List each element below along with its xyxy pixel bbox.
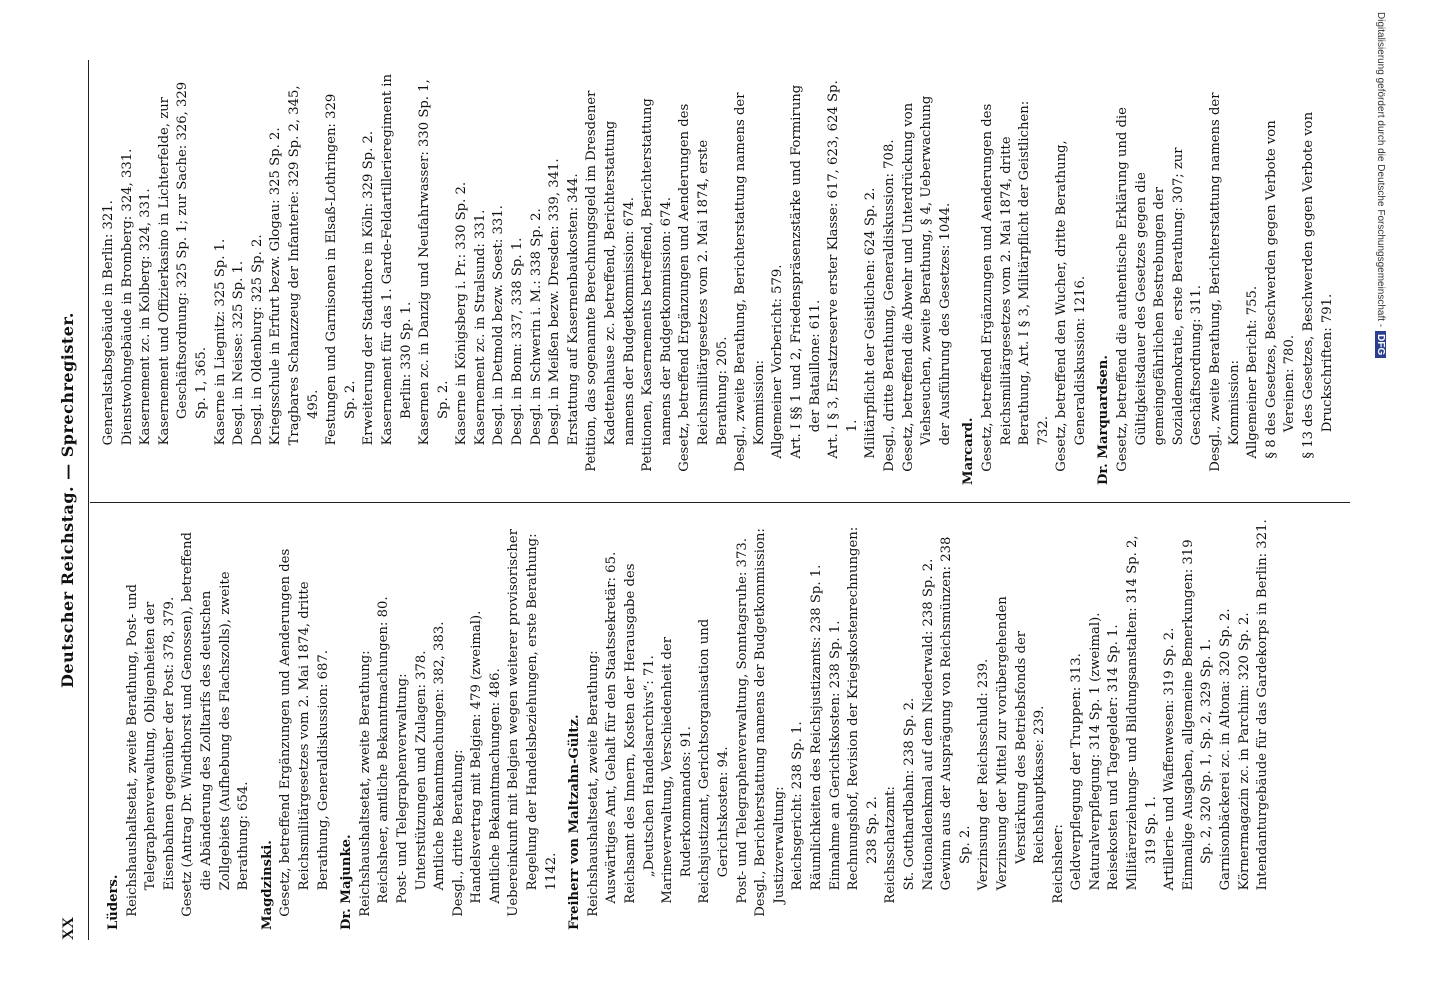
index-entry: Reichsjustizamt, Gerichtsorganisation und Gerichtskosten: 94. xyxy=(697,618,731,904)
index-entry: Kasernement für das 1. Garde-Feldartillerieregiment in Berlin: 330 Sp. 1. xyxy=(379,73,414,446)
index-entry: Desgl., Berichterstattung namens der Budgetkommission: xyxy=(753,528,769,917)
speaker-name: Marcard. xyxy=(961,417,977,485)
index-entry: Reichshaushaltsetat, zweite Berathung, Post- und Telegraphenverwaltung, Obligenheiten der Eisenbahnen gegenüber der Post: 378, 379. xyxy=(124,584,177,917)
index-entry: Generalstabsgebäude in Berlin: 321. xyxy=(101,200,116,446)
index-entry: Kasernement und Offizierkasino in Lichterfelde, zur Geschäftsordnung: 325 Sp. 1; zur Sache: 326, 329 Sp. 1, 365. xyxy=(156,81,209,446)
page-header xyxy=(58,60,88,940)
index-entry: Kaserne in Königsberg i. Pr.: 330 Sp. 2. xyxy=(454,181,470,446)
index-entry: Uebereinkunft mit Belgien wegen weiterer provisorischer Regelung der Handelsbeziehungen, erste Berathung: 1142. xyxy=(506,529,559,917)
header-rule xyxy=(88,60,89,940)
index-entry: Desgl. in Detmold bezw. Soest: 331. xyxy=(491,205,507,446)
index-entry: Kasernen zc. in Danzig und Neufahrwasser: 330 Sp. 1, Sp. 2. xyxy=(417,79,451,446)
index-entry: Post- und Telegraphenverwaltung: xyxy=(394,673,410,904)
column-divider xyxy=(90,502,1350,503)
index-entry: Reichsschatzamt: xyxy=(883,786,899,904)
index-entry: Reichsgericht: 238 Sp. 1. xyxy=(790,721,806,891)
running-title: Deutscher Reichstag. — Sprechregister. xyxy=(58,312,77,688)
index-entry: Auswärtiges Amt, Gehalt für den Staatssekretär: 65. xyxy=(604,551,620,904)
dfg-footnote xyxy=(1356,12,1386,612)
index-entry: Kriegsschule in Erfurt bezw. Glogau: 325 Sp. 2. xyxy=(268,127,284,446)
index-entry: Verzinsung der Mittel zur vorübergehenden Verstärkung des Betriebsfonds der Reichshauptkasse: 239. xyxy=(994,596,1048,891)
index-entry: Desgl. in Schwerin i. M.: 338 Sp. 2. xyxy=(528,208,544,446)
index-entry: Verzinsung der Reichsschuld: 239. xyxy=(976,658,992,891)
index-entry: Einmalige Ausgaben, allgemeine Bemerkungen: 319 Sp. 2, 320 Sp. 1, Sp. 2, 329 Sp. 1. xyxy=(1180,539,1215,891)
index-entry: Desgl., zweite Berathung, Berichterstattung namens der Kommission: xyxy=(1208,92,1242,472)
dfg-text: Digitalisierung gefördert durch die Deutsche Forschungsgemeinschaft - xyxy=(1375,12,1386,328)
index-entry: Dienstwohngebäude in Bromberg: 324, 331. xyxy=(119,148,135,446)
index-entry: Erweiterung der Stadtthore in Köln: 329 Sp. 2. xyxy=(361,130,377,446)
index-entry: Tragbares Schanzzeug der Infanterie: 329 Sp. 2, 345, 495. xyxy=(286,85,321,446)
speaker-name: Magdzinski. xyxy=(259,840,275,930)
index-entry: Festungen und Garnisonen in Elsaß-Lothringen: 329 Sp. 2. xyxy=(324,93,358,446)
speaker-name: Dr. Majunke. xyxy=(339,834,355,930)
index-entry: St. Gotthardbahn: 238 Sp. 2. xyxy=(901,697,917,891)
index-entry: Gewinn aus der Ausprägung von Reichsmünzen: 238 Sp. 2. xyxy=(939,536,973,891)
index-entry: Amtliche Bekanntmachungen: 486. xyxy=(487,668,503,904)
index-entry: Rechnungshof, Revision der Kriegskostenrechnungen: 238 Sp. 2. xyxy=(846,526,880,891)
index-entry: Einnahme an Gerichtskosten: 238 Sp. 1. xyxy=(827,620,843,891)
index-entry: Kasernement zc. in Stralsund: 331. xyxy=(472,209,488,446)
index-entry: Gesetz, betreffend die authentische Erklärung und die Gültigkeitsdauer des Gesetzes gegen die gemeingefährlichen Bestrebungen der Sozialdemokratie, erste Berathung: 307; zur Geschäftsordnung: 311. xyxy=(1115,107,1205,472)
index-entry: Gesetz (Antrag Dr. Windthorst und Genossen), betreffend die Abänderung des Zolltarifs des deutschen Zollgebiets (Aufhebung des Flachszolls), zweite Berathung: 654. xyxy=(180,532,252,917)
index-entry: Desgl., dritte Berathung: xyxy=(450,749,466,917)
index-entry: Marineverwaltung, Verschiedenheit der Ruderkommandos: 91. xyxy=(660,636,694,904)
index-entry: Allgemeiner Vorbericht: 579. xyxy=(770,264,786,459)
index-entry: Räumlichkeiten des Reichsjustizamts: 238 Sp. 1. xyxy=(808,564,824,891)
index-entry: Amtliche Bekanntmachungen: 382, 383. xyxy=(432,621,448,891)
index-entry: Reisekosten und Tagegelder: 314 Sp. 1. xyxy=(1106,624,1122,891)
index-entry: Reichsheer: xyxy=(1050,824,1066,904)
index-entry: § 8 des Gesetzes, Beschwerden gegen Verbote von Vereinen: 780. xyxy=(1263,120,1298,459)
index-entry: Intendanturgebäude für das Gardekorps in Berlin: 321. xyxy=(1255,519,1271,891)
index-entry: Art. I §§ 1 und 2, Friedenspräsenzstärke und Formirung der Bataillone: 611. xyxy=(788,84,823,459)
index-entry: Reichsamt des Innern, Kosten der Herausgabe des „Deutschen Handelsarchivs“: 71. xyxy=(623,563,657,904)
index-entry: Unterstützungen und Zulagen: 378. xyxy=(413,650,429,891)
index-entry: § 13 des Gesetzes, Beschwerden gegen Verbote von Druckschriften: 791. xyxy=(1301,111,1335,459)
index-entry: Gesetz, betreffend Ergänzungen und Aenderungen des Reichsmilitärgesetzes vom 2. Mai 1874, dritte Berathung, Art. I § 3, Militärpflicht der Geistlichen: 732. xyxy=(979,100,1051,472)
speaker-name: Lüders. xyxy=(106,874,121,930)
index-entry: Gesetz, betreffend Ergänzungen und Aenderungen des Reichsmilitärgesetzes vom 2. Mai 1874, erste Berathung: 205. xyxy=(677,103,730,472)
index-entry: Handelsvertrag mit Belgien: 479 (zweimal). xyxy=(469,610,485,904)
index-entry: Kaserne in Liegnitz: 325 Sp. 1. xyxy=(212,238,228,446)
index-entry: Reichsheer, amtliche Bekanntmachungen: 80. xyxy=(376,596,392,904)
index-entry: Gesetz, betreffend Ergänzungen und Aenderungen des Reichsmilitärgesetzes vom 2. Mai 1874, dritte Berathung, Generaldiskussion: 687. xyxy=(278,548,331,917)
index-entry: Desgl. in Neisse: 325 Sp. 1. xyxy=(231,260,247,446)
index-entry: Gesetz, betreffend den Wucher, dritte Berathung, Generaldiskussion: 1216. xyxy=(1054,140,1088,472)
left-column xyxy=(100,515,1273,930)
index-entry: Nationaldenkmal auf dem Niederwald: 238 Sp. 2. xyxy=(920,558,936,891)
index-entry: Geldverpflegung der Truppen: 313. xyxy=(1069,653,1085,891)
index-entry: Desgl., zweite Berathung, Berichterstattung namens der Kommission: xyxy=(733,92,767,472)
index-entry: Petition, das sogenannte Berechnungsgeld im Dresdener Kadettenhause zc. betreffend, Berichterstattung namens der Budgetkommission: 674. xyxy=(584,90,637,472)
index-entry: Desgl. in Meißen bezw. Dresden: 339, 341. xyxy=(547,158,563,446)
index-entry: Desgl. in Oldenburg: 325 Sp. 2. xyxy=(249,234,265,446)
index-entry: Desgl., dritte Berathung, Generaldiskussion: 708. xyxy=(881,139,897,472)
dfg-logo: DFG xyxy=(1375,331,1386,358)
index-entry: Garnisonbäckerei zc. in Altona: 320 Sp. 2. xyxy=(1218,608,1234,891)
speaker-name: Freiherr von Maltzahn-Gültz. xyxy=(567,714,583,930)
index-entry: Naturalverpflegung: 314 Sp. 1 (zweimal). xyxy=(1087,612,1103,891)
index-entry: Art. I § 3, Ersatzreserve erster Klasse: 617, 623, 624 Sp. 1. xyxy=(826,80,860,459)
index-entry: Allgemeiner Bericht: 755. xyxy=(1245,285,1261,459)
speaker-name: Dr. Marquardsen. xyxy=(1096,355,1112,485)
index-entry: Petitionen, Kasernements betreffend, Berichterstattung namens der Budgetkommission: 674. xyxy=(640,98,674,472)
index-entry: Kasernement zc. in Kolberg: 324, 331. xyxy=(138,188,154,446)
right-column xyxy=(100,70,1337,485)
index-entry: Desgl. in Bonn: 337, 338 Sp. 1. xyxy=(510,237,526,446)
index-entry: Körnermagazin zc. in Parchim: 320 Sp. 2. xyxy=(1236,612,1252,891)
index-entry: Reichshaushaltsetat, zweite Berathung: xyxy=(357,650,373,917)
index-entry: Reichshaushaltsetat, zweite Berathung: xyxy=(585,650,601,917)
index-entry: Artillerie- und Waffenwesen: 319 Sp. 2. xyxy=(1162,627,1178,891)
index-entry: Erstattung auf Kasernenbaukosten: 344. xyxy=(565,173,581,446)
index-entry: Justizverwaltung: xyxy=(771,786,787,904)
index-entry: Militärerziehungs- und Bildungsanstalten: 314 Sp. 2, 319 Sp. 1. xyxy=(1125,535,1159,891)
page-number: XX xyxy=(60,916,77,940)
index-entry: Militärpflicht der Geistlichen: 624 Sp. 2. xyxy=(863,187,879,459)
index-entry: Post- und Telegraphenverwaltung, Sonntagsruhe: 373. xyxy=(734,538,750,904)
index-entry: Gesetz, betreffend die Abwehr und Unterdrückung von Viehseuchen, zweite Berathung, § 4, Ueberwachung der Ausführung des Gesetzes: 1044. xyxy=(900,95,953,472)
